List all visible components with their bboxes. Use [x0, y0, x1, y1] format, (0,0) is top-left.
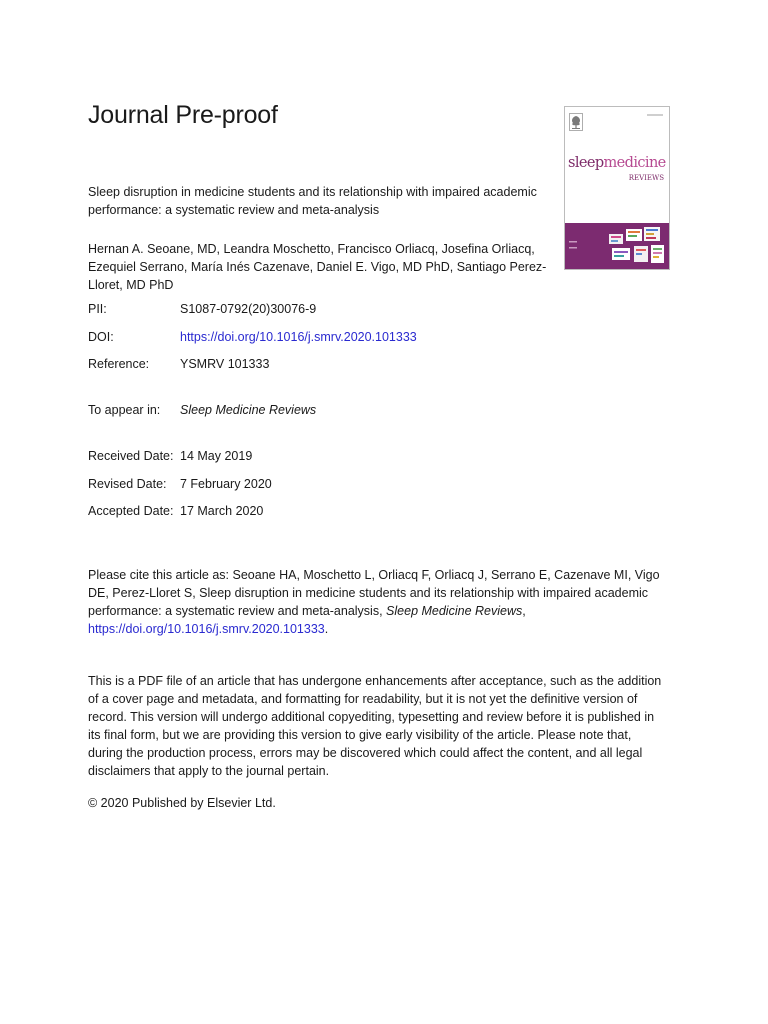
copyright: © 2020 Published by Elsevier Ltd. [88, 796, 276, 810]
article-authors: Hernan A. Seoane, MD, Leandra Moschetto, Francisco Orliacq, Josefina Orliacq, Ezequiel Serrano, María Inés Cazenave, Daniel E. Vigo, MD PhD, Santiago Perez-Lloret, MD PhD [88, 242, 547, 292]
cover-subtitle: REVIEWS [628, 174, 664, 182]
reference-label: Reference: [88, 357, 150, 371]
pii-label: PII: [88, 302, 107, 316]
cover-issue-line [647, 114, 663, 116]
cover-brand [568, 155, 666, 171]
pii-value: S1087-0792(20)30076-9 [180, 302, 317, 316]
page-title: Journal Pre-proof [88, 101, 278, 129]
citation-end: . [324, 622, 329, 636]
accepted-value: 17 March 2020 [180, 504, 264, 518]
cover-band-text-line [569, 241, 577, 245]
appear-row [88, 401, 317, 419]
cover-figure-icon [608, 226, 666, 266]
elsevier-tree-icon [569, 113, 583, 131]
doi-label: DOI: [88, 330, 114, 344]
journal-cover-image [564, 106, 670, 270]
accepted-label: Accepted Date: [88, 504, 174, 518]
doi-link[interactable]: https://doi.org/10.1016/j.smrv.2020.101333 [180, 330, 417, 344]
revised-value: 7 February 2020 [180, 477, 272, 491]
citation-text: Please cite this article as: Seoane HA, Moschetto L, Orliacq F, Orliacq J, Serrano E, Cazenave MI, Vigo DE, Perez-Lloret S, Sleep disruption in medicine students and its relationship with impaired academic performance: a systematic review and meta-analysis, [88, 568, 660, 618]
cover-brand-part2: medicine [603, 155, 666, 171]
cover-brand-part1: sleep [568, 155, 604, 171]
reference-value: YSMRV 101333 [180, 357, 270, 371]
appear-label: To appear in: [88, 403, 161, 417]
citation [88, 566, 668, 638]
appear-value: Sleep Medicine Reviews [180, 403, 317, 417]
accepted-row [88, 502, 264, 520]
preproof-notice: This is a PDF file of an article that has undergone enhancements after acceptance, such as the addition of a cover page and metadata, and formatting for readability, but it is not yet the definitive version of record. This version will undergo additional copyediting, typesetting and review before it is published in its final form, but we are providing this version to give early visibility of the article. Please note that, during the production process, errors may be discovered which could affect the content, and all legal disclaimers that apply to the journal pertain. [88, 674, 662, 778]
received-label: Received Date: [88, 449, 174, 463]
article-title: Sleep disruption in medicine students and its relationship with impaired academic performance: a systematic review and meta-analysis [88, 185, 537, 217]
doi-row [88, 328, 417, 346]
received-row [88, 447, 253, 465]
cover-band-text-line [569, 247, 577, 251]
revised-label: Revised Date: [88, 477, 167, 491]
revised-row [88, 475, 272, 493]
citation-doi-link[interactable]: https://doi.org/10.1016/j.smrv.2020.101333 [88, 622, 325, 636]
pii-row [88, 300, 317, 318]
citation-journal: Sleep Medicine Reviews [386, 604, 523, 618]
citation-separator: , [522, 604, 526, 618]
received-value: 14 May 2019 [180, 449, 253, 463]
reference-row [88, 355, 270, 373]
